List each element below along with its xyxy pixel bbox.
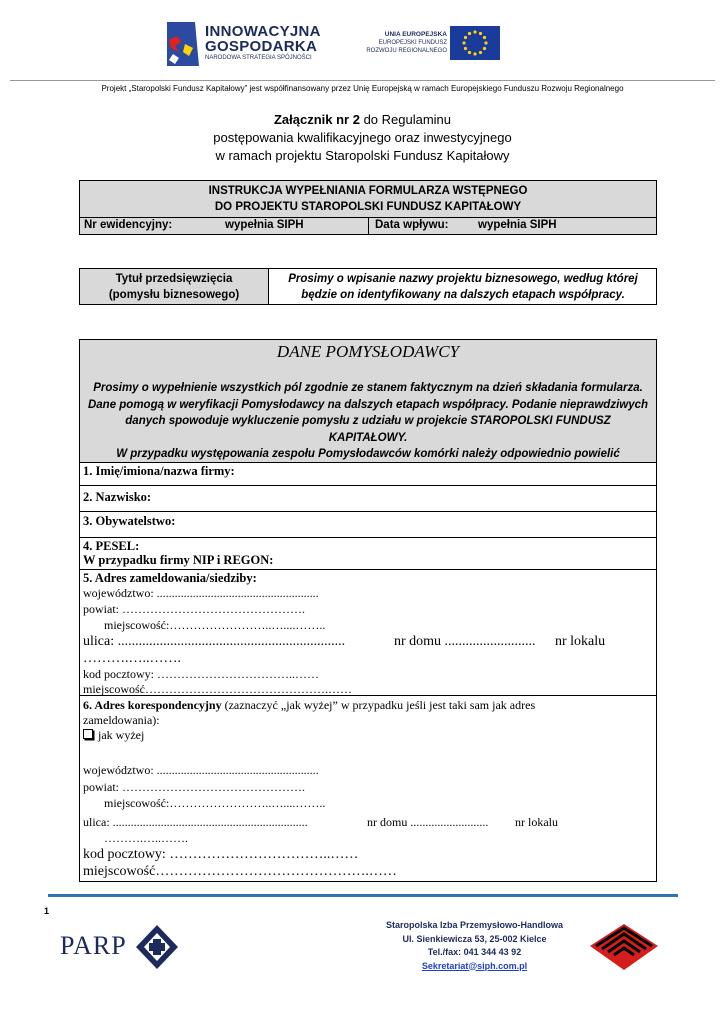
field-adres-zameldowania[interactable] — [80, 569, 656, 696]
dane-intro-2: Dane pomogą w weryfikacji Pomysłodawcy na dalszych etapach współpracy. Podanie nieprawdziwych — [87, 398, 649, 411]
instruction-box — [79, 180, 657, 235]
innowacyjna-gospodarka-logo — [167, 22, 321, 68]
footer-addr1: Staropolska Izba Przemysłowo-Handlowa — [385, 920, 564, 930]
dane-intro — [86, 380, 650, 463]
f6-dots: ……….…..……. — [104, 831, 188, 845]
tytul-input[interactable] — [270, 269, 656, 304]
instruction-title — [80, 181, 656, 218]
f6-nr-lokalu: nr lokalu — [515, 815, 558, 829]
dane-intro-5: W przypadku występowania zespołu Pomysłodawców komórki należy odpowiednio powielić — [116, 448, 620, 460]
field-obywatelstwo-label: 3. Obywatelstwo: — [83, 514, 176, 528]
f6-ulica: ulica: ................................................................. — [83, 815, 308, 829]
tytul-label — [80, 269, 269, 304]
f6-line2: zameldowania): — [83, 713, 160, 727]
nr-value: wypełnia SIPH — [225, 219, 304, 231]
eu-logo — [366, 26, 505, 62]
parp-text: PARP — [60, 931, 127, 960]
title-line1-rest: do Regulaminu — [359, 112, 452, 127]
title-bold: Załącznik nr 2 — [273, 112, 360, 127]
ig-flag-icon — [167, 22, 199, 66]
tytul-text-line2: będzie on identyfikowany na dalszych etapach współpracy. — [301, 289, 625, 301]
title-line1 — [0, 111, 725, 129]
footer-addr3: Tel./fax: 041 344 43 92 — [427, 947, 522, 957]
eu-line2: EUROPEJSKI FUNDUSZ — [378, 40, 447, 46]
tytul-box — [79, 268, 657, 305]
dane-intro-4: KAPITAŁOWY. — [328, 431, 408, 444]
f6-label: 6. Adres korespondencyjny — [83, 698, 222, 712]
f5-miejscowosc: miejscowość:……………………..…....…….. — [104, 618, 326, 632]
field-imie-label: 1. Imię/imiona/nazwa firmy: — [83, 464, 235, 478]
footer-divider — [48, 894, 678, 897]
tytul-label-line1: Tytuł przedsięwzięcia — [115, 273, 233, 285]
nr-label: Nr ewidencyjny: — [84, 219, 173, 231]
f6-miejscowosc2: miejscowość……………………………………….…… — [83, 864, 397, 879]
ig-line2: GOSPODARKA — [205, 38, 318, 55]
f6-wojewodztwo: województwo: ...................................................... — [83, 763, 319, 777]
instruction-line1: INSTRUKCJA WYPEŁNIANIA FORMULARZA WSTĘPNEGO — [208, 185, 528, 197]
header-divider — [10, 80, 715, 81]
footer-address — [362, 919, 587, 973]
f5-kod: kod pocztowy: ……………………………..…… — [83, 667, 319, 681]
f6-kod: kod pocztowy: ……………………………..…… — [83, 847, 359, 862]
f6-nr-domu: nr domu .......................... — [367, 815, 489, 829]
ig-line1: INNOWACYJNA — [205, 23, 321, 40]
header-note: Projekt „Staropolski Fundusz Kapitałowy” jest współfinansowany przez Unię Europejską w ramach Europejskiego Funduszu Rozwoju Regionalnego — [101, 84, 624, 93]
f6-check-label: jak wyżej — [98, 728, 145, 742]
tytul-text-line1: Prosimy o wpisanie nazwy projektu biznesowego, według której — [288, 273, 638, 285]
siph-logo-icon — [588, 922, 660, 972]
ig-line3: NARODOWA STRATEGIA SPÓJNOŚCI — [205, 55, 312, 61]
data-label: Data wpływu: — [375, 219, 449, 231]
f5-nr-domu: nr domu .......................... — [394, 634, 536, 649]
eu-line3: ROZWOJU REGIONALNEGO — [366, 48, 447, 54]
field-adres-korespondencyjny[interactable] — [80, 695, 656, 882]
instruction-meta-row — [80, 217, 656, 235]
page-number: 1 — [44, 906, 50, 916]
data-value: wypełnia SIPH — [478, 219, 557, 231]
footer-email-link[interactable]: Sekretariat@siph.com.pl — [421, 960, 528, 971]
dane-title: DANE POMYSŁODAWCY — [276, 342, 460, 361]
footer-addr2: Ul. Sienkiewicza 53, 25-002 Kielce — [402, 933, 547, 944]
f5-dots: ……….…..……. — [83, 651, 181, 666]
dane-header — [80, 340, 656, 462]
field-nip-label: W przypadku firmy NIP i REGON: — [83, 553, 274, 567]
f6-rest: (zaznaczyć „jak wyżej” w przypadku jeśli jest taki sam jak adres — [221, 698, 536, 712]
eu-line1: UNIA EUROPEJSKA — [384, 31, 447, 38]
f6-powiat: powiat: ………………………………………. — [83, 780, 305, 794]
title-line3: w ramach projektu Staropolski Fundusz Kapitałowy — [215, 148, 510, 163]
f5-miejscowosc2: miejscowość……………………………………….…… — [83, 682, 352, 696]
f6-line1 — [83, 698, 535, 713]
dane-intro-1: Prosimy o wypełnienie wszystkich pól zgodnie ze stanem faktycznym na dzień składania formularza. — [93, 382, 643, 394]
field-nazwisko[interactable] — [80, 485, 656, 512]
instruction-line2: DO PROJEKTU STAROPOLSKI FUNDUSZ KAPITAŁOWY — [214, 201, 522, 213]
f6-miejscowosc: miejscowość:……………………..…....…….. — [104, 796, 326, 810]
f5-ulica: ulica: ................................................................. — [83, 634, 346, 649]
f5-wojewodztwo: województwo: ...................................................... — [83, 586, 319, 600]
dane-intro-3: danych spowoduje wykluczenie pomysłu z udziału w projekcie STAROPOLSKI FUNDUSZ — [125, 415, 611, 427]
field-imie[interactable] — [80, 462, 656, 486]
meta-divider — [368, 218, 369, 235]
eu-flag-icon — [450, 26, 500, 60]
parp-logo — [60, 925, 180, 969]
parp-emblem-icon — [136, 925, 178, 969]
f5-powiat: powiat: ………………………………………. — [83, 602, 305, 616]
f5-label: 5. Adres zameldowania/siedziby: — [83, 571, 257, 585]
field-pesel[interactable] — [80, 537, 656, 570]
field-pesel-label: 4. PESEL: — [83, 539, 140, 553]
field-nazwisko-label: 2. Nazwisko: — [83, 490, 152, 504]
page-title — [0, 111, 725, 165]
title-line2: postępowania kwalifikacyjnego oraz inwestycyjnego — [213, 130, 512, 145]
f6-jak-wyzej[interactable] — [83, 728, 144, 743]
field-obywatelstwo[interactable] — [80, 511, 656, 538]
tytul-label-line2: (pomysłu biznesowego) — [108, 289, 240, 301]
dane-pomyslodawcy-section — [79, 339, 657, 882]
f5-nr-lokalu: nr lokalu — [555, 634, 606, 649]
checkbox-icon[interactable] — [83, 729, 93, 739]
eu-text — [366, 31, 447, 55]
